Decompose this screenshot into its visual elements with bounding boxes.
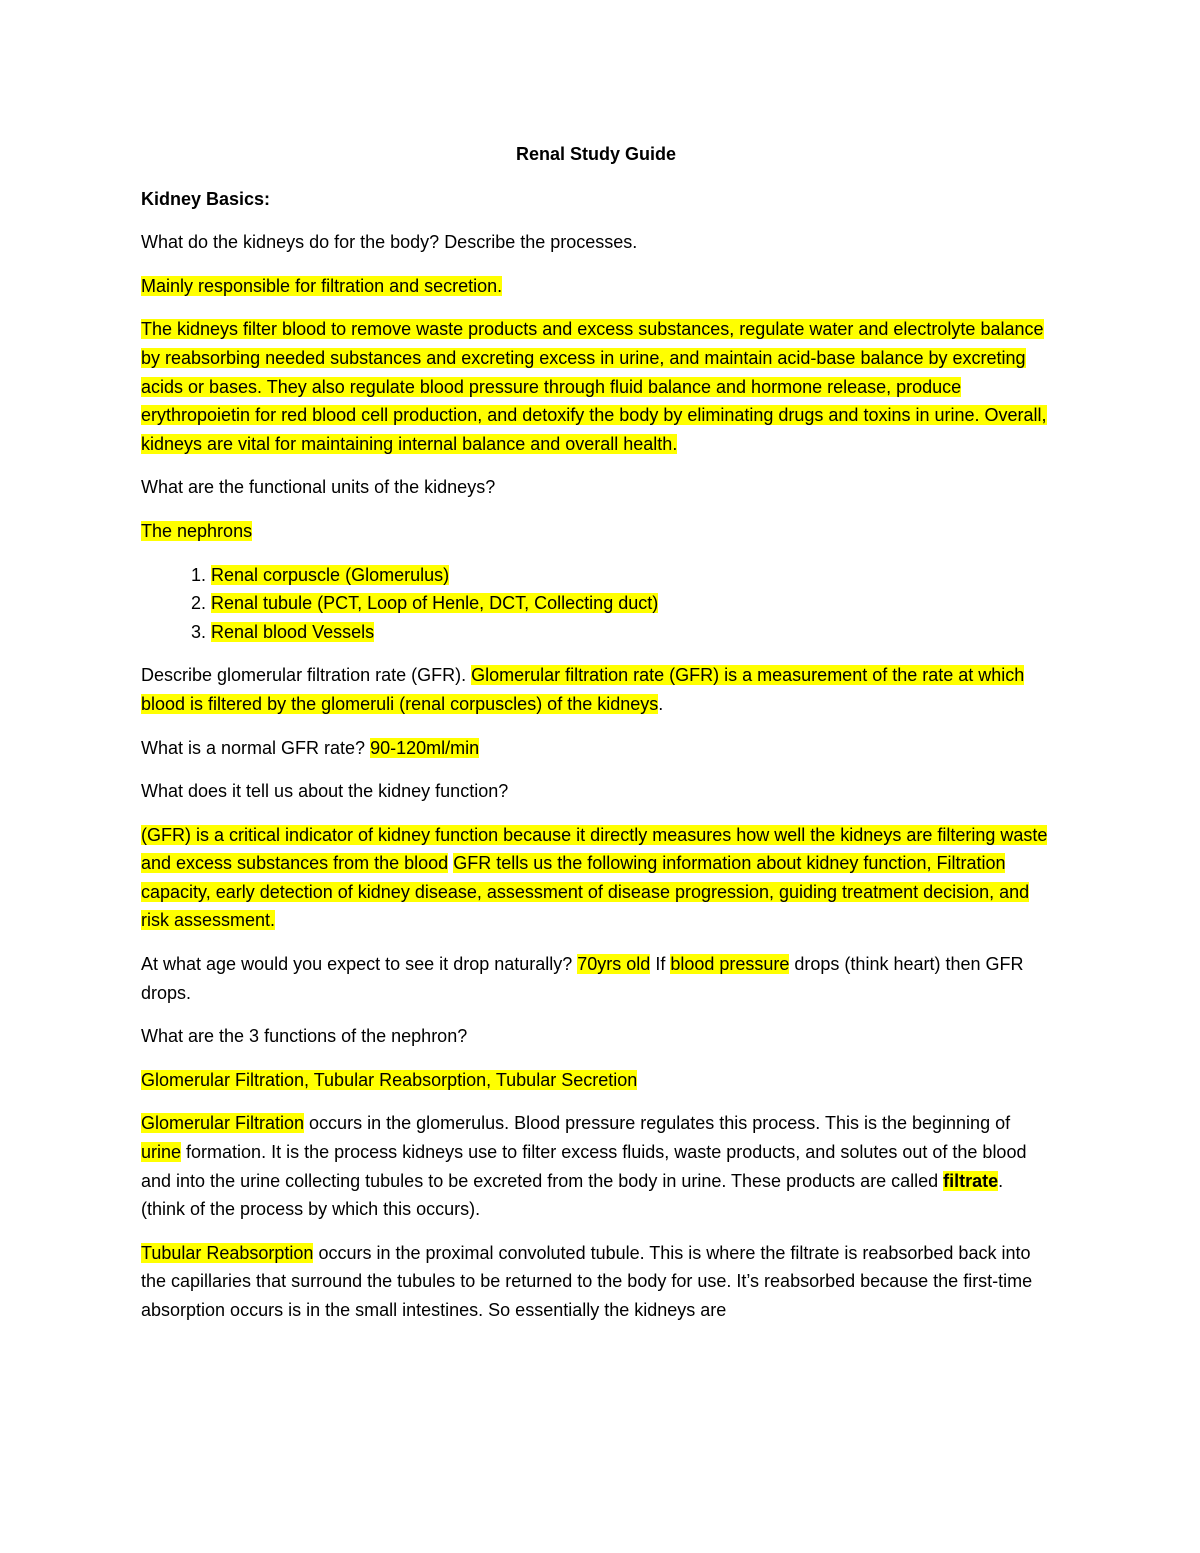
gfr-question: Describe glomerular filtration rate (GFR). (141, 665, 472, 686)
highlighted-text: 70yrs old (577, 954, 651, 975)
highlighted-text: Glomerular Filtration, Tubular Reabsorption, Tubular Secretion (141, 1069, 638, 1090)
age-drop (141, 950, 1051, 1007)
list-item (211, 589, 1051, 618)
paragraph-text: . (think of the process by which this occurs). (141, 1170, 1004, 1220)
paragraph-text: formation. It is the process kidneys use to filter excess fluids, waste products, and solutes out of the blood and into the urine collecting tubules to be excreted from the body in urine. These products are called (141, 1142, 1027, 1191)
highlighted-text: 90-120ml/min (370, 737, 480, 758)
highlighted-text: Tubular Reabsorption (141, 1242, 314, 1263)
answer-nephron-functions (141, 1066, 1051, 1095)
list-item (211, 618, 1051, 647)
paragraph-text: occurs in the glomerulus. Blood pressure regulates this process. This is the beginning of (304, 1113, 1011, 1134)
highlighted-text: Glomerular filtration rate (GFR) is a measurement of the rate at which blood is filtered by the glomeruli (renal corpuscles) of the kidneys (141, 665, 1025, 714)
document-title: Renal Study Guide (515, 144, 677, 164)
answer-detail (141, 315, 1051, 458)
age-question: At what age would you expect to see it drop naturally? (141, 954, 578, 975)
highlighted-text: Renal blood Vessels (211, 621, 375, 642)
highlighted-text: Glomerular Filtration (141, 1113, 305, 1134)
document-body (141, 140, 1051, 1340)
highlighted-text: Renal tubule (PCT, Loop of Henle, DCT, Collecting duct) (211, 593, 659, 614)
answer-gfr-meaning (141, 821, 1051, 935)
gfr-period: . (658, 693, 664, 714)
answer-summary (141, 272, 1051, 301)
answer-nephrons (141, 517, 1051, 546)
age-tail: drops (think heart) then GFR drops. (141, 954, 1024, 1003)
highlighted-text: (GFR) is a critical indicator of kidney function because it directly measures how well the kidneys are filtering waste and excess substances from the blood (141, 824, 1048, 874)
normal-gfr-question: What is a normal GFR rate? (141, 737, 371, 758)
normal-gfr (141, 734, 1051, 763)
highlighted-text: urine (141, 1142, 182, 1163)
glomerular-filtration-paragraph (141, 1109, 1051, 1223)
gfr-description (141, 661, 1051, 718)
list-item (211, 561, 1051, 590)
tubular-reabsorption-paragraph (141, 1239, 1051, 1325)
highlighted-text: filtrate (943, 1170, 999, 1191)
highlighted-text: Mainly responsible for filtration and secretion. (141, 275, 503, 296)
question-functional-units: What are the functional units of the kidneys? (141, 477, 496, 498)
highlighted-text: GFR tells us the following information about kidney function, Filtration capacity, early detection of kidney disease, assessment of disease progression, guiding treatment decision, and risk assessment. (141, 853, 1030, 931)
question-kidney-function: What do the kidneys do for the body? Describe the processes. (141, 232, 638, 253)
highlighted-text: The nephrons (141, 520, 253, 541)
paragraph-text: occurs in the proximal convoluted tubule. This is where the filtrate is reabsorbed back into the capillaries that surround the tubules to be returned to the body for use. It’s reabsorbed because the first-time absorption occurs is in the small intestines. So essentially the kidneys are (141, 1242, 1033, 1320)
age-if: If (650, 954, 671, 975)
highlighted-text: blood pressure (670, 954, 790, 975)
question-nephron-functions: What are the 3 functions of the nephron? (141, 1026, 468, 1047)
section-heading: Kidney Basics: (141, 188, 271, 209)
nephron-parts-list (141, 561, 1051, 647)
highlighted-text: The kidneys filter blood to remove waste products and excess substances, regulate water and electrolyte balance by reabsorbing needed substances and excreting excess in urine, and maintain acid-base balance by excreting acids or bases. They also regulate blood pressure through fluid balance and hormone release, produce erythropoietin for red blood cell production, and detoxify the body by eliminating drugs and toxins in urine. Overall, kidneys are vital for maintaining internal balance and overall health. (141, 319, 1047, 454)
highlighted-text: Renal corpuscle (Glomerulus) (211, 564, 450, 585)
question-gfr-meaning: What does it tell us about the kidney function? (141, 781, 509, 802)
